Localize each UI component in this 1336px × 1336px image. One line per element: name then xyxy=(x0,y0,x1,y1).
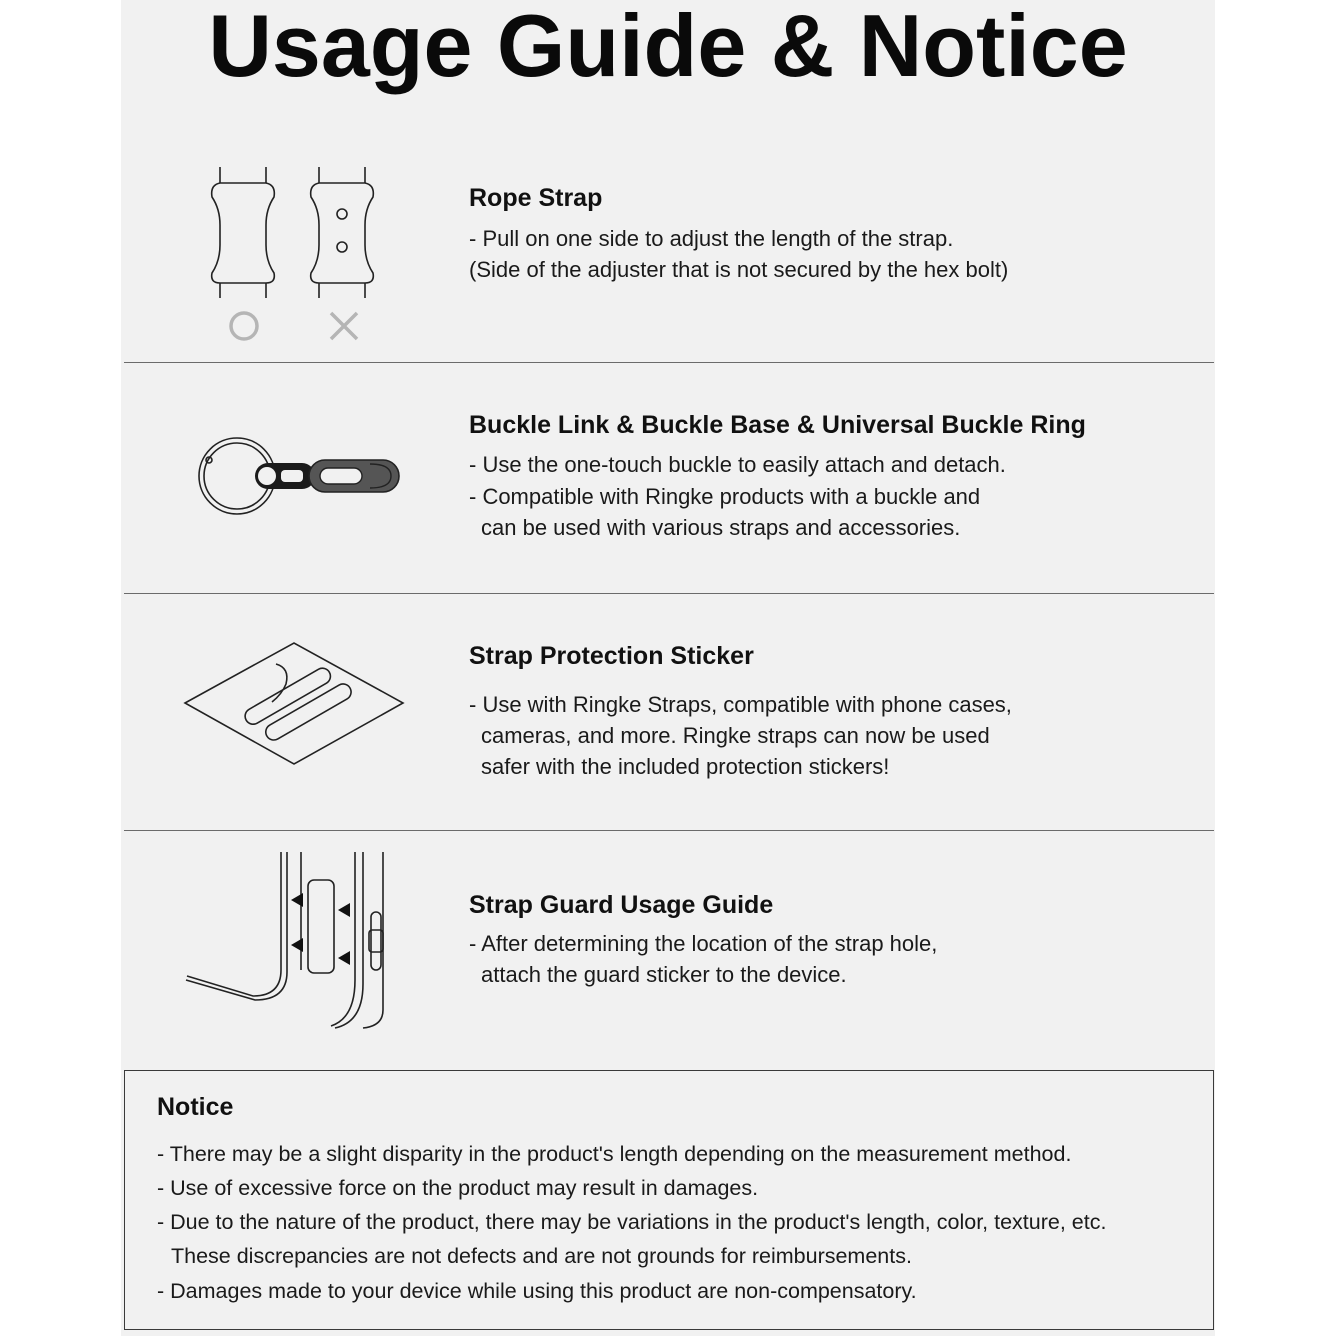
notice-line: These discrepancies are not defects and are not grounds for reimbursements. xyxy=(171,1244,912,1268)
section-divider xyxy=(124,362,1214,363)
section-text-line: (Side of the adjuster that is not secured by the hex bolt) xyxy=(469,257,1009,282)
buckle-ring-illustration xyxy=(195,432,405,522)
section-text-line: can be used with various straps and accessories. xyxy=(481,515,961,540)
page-title: Usage Guide & Notice xyxy=(208,0,1128,95)
section-text-line: - After determining the location of the strap hole, xyxy=(469,931,938,956)
circle-mark-icon xyxy=(231,313,257,339)
rope-adjuster-illustration xyxy=(200,165,390,350)
section-text-line: safer with the included protection stickers! xyxy=(481,754,890,779)
section-title-buckle: Buckle Link & Buckle Base & Universal Buckle Ring xyxy=(469,411,1086,439)
section-text-line: - Pull on one side to adjust the length of the strap. xyxy=(469,226,954,251)
protection-sticker-illustration xyxy=(182,640,407,768)
notice-title: Notice xyxy=(157,1093,234,1121)
section-divider xyxy=(124,593,1214,594)
notice-line: - Due to the nature of the product, there may be variations in the product's length, color, texture, etc. xyxy=(157,1210,1107,1234)
strap-guard-illustration xyxy=(183,850,395,1030)
section-text-line: - Use the one-touch buckle to easily attach and detach. xyxy=(469,452,1006,477)
section-title-sticker: Strap Protection Sticker xyxy=(469,642,754,670)
section-title-rope-strap: Rope Strap xyxy=(469,184,603,212)
section-text-line: - Use with Ringke Straps, compatible with phone cases, xyxy=(469,692,1012,717)
section-text-line: attach the guard sticker to the device. xyxy=(481,962,847,987)
section-text-line: cameras, and more. Ringke straps can now be used xyxy=(481,723,990,748)
section-text-line: - Compatible with Ringke products with a buckle and xyxy=(469,484,981,509)
section-divider xyxy=(124,830,1214,831)
notice-line: - Damages made to your device while using this product are non-compensatory. xyxy=(157,1279,917,1303)
notice-line: - Use of excessive force on the product may result in damages. xyxy=(157,1176,759,1200)
section-title-strap-guard: Strap Guard Usage Guide xyxy=(469,891,774,919)
x-mark-icon xyxy=(331,313,357,339)
notice-line: - There may be a slight disparity in the product's length depending on the measurement method. xyxy=(157,1142,1072,1166)
